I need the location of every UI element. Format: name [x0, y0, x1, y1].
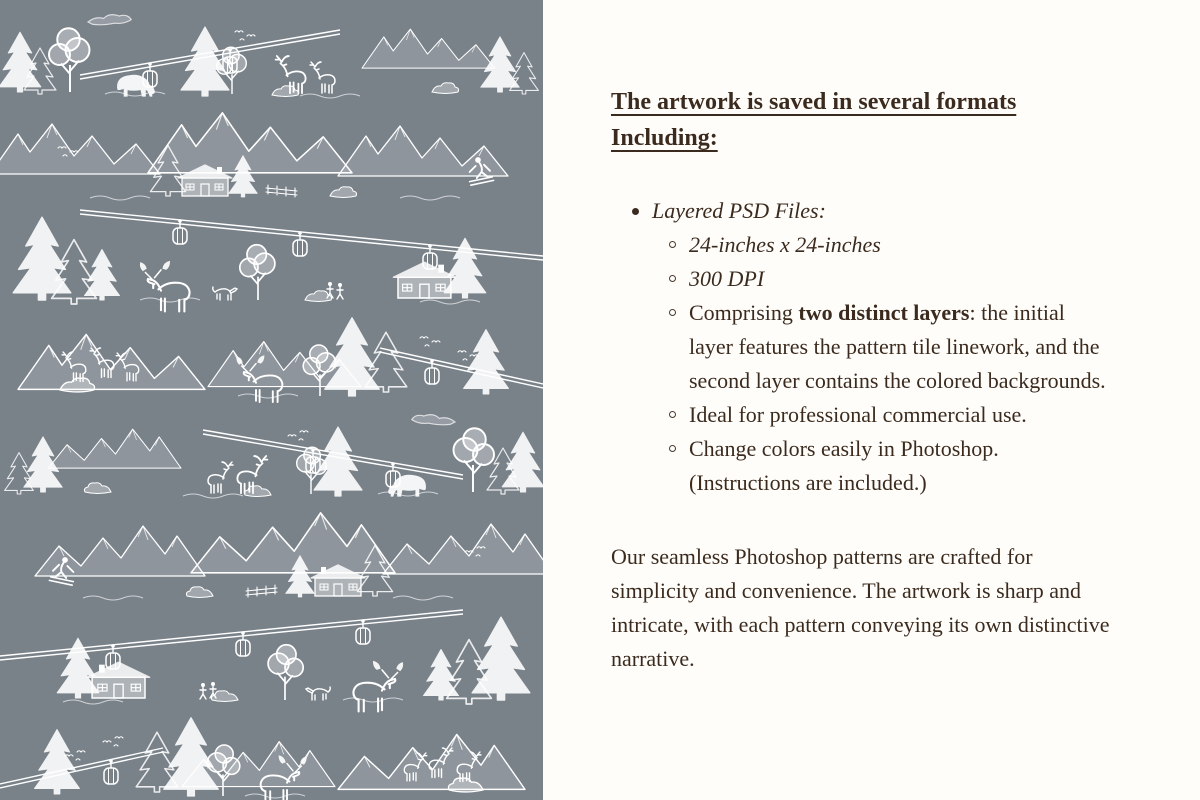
list-item-label: Change colors easily in Photoshop. (Instructions are included.) [689, 436, 999, 495]
circle-bullet-icon [669, 241, 676, 248]
layers-text-suffix: : the initial layer features the pattern tile linework, and the second layer contains the colored backgrounds. [689, 300, 1106, 393]
description-panel [543, 0, 1200, 800]
bullet-icon [632, 208, 639, 215]
list-item-change-colors [611, 432, 1140, 500]
list-item-label: Layered PSD Files: [652, 198, 826, 223]
description-paragraph: Our seamless Photoshop patterns are crafted for simplicity and convenience. The artwork is sharp and intricate, with each pattern conveying its own distinctive narrative. [611, 544, 1110, 671]
heading-line-1: The artwork is saved in several formats [611, 89, 1017, 115]
list-item-label: Ideal for professional commercial use. [689, 402, 1027, 427]
circle-bullet-icon [669, 275, 676, 282]
list-item-psd-files [611, 194, 1140, 228]
list-item-layers [611, 296, 1140, 398]
formats-list [611, 194, 1140, 500]
layers-text-prefix: Comprising [689, 300, 799, 325]
circle-bullet-icon [669, 445, 676, 452]
circle-bullet-icon [669, 309, 676, 316]
layers-text-bold: two distinct layers [798, 300, 970, 325]
circle-bullet-icon [669, 411, 676, 418]
list-item-commercial-use [611, 398, 1140, 432]
formats-heading [611, 84, 1140, 156]
pattern-preview [0, 0, 543, 800]
list-item-dpi [611, 262, 1140, 296]
list-item-label: 300 DPI [689, 266, 765, 291]
toile-pattern-image [0, 0, 543, 800]
list-item-size [611, 228, 1140, 262]
list-item-label: 24-inches x 24-inches [689, 232, 881, 257]
heading-line-2: Including: [611, 125, 718, 151]
list-item-label [689, 296, 1113, 398]
